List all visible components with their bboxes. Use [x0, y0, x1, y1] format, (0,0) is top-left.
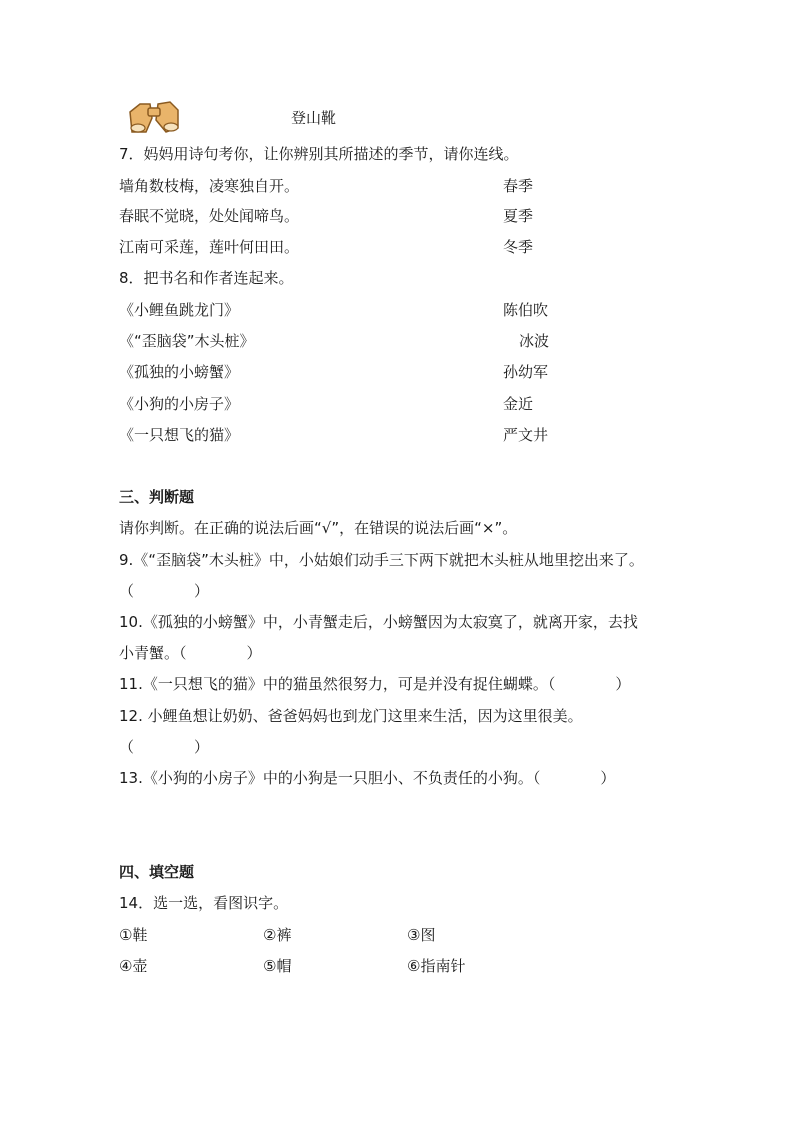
- q7-right-2: 夏季: [503, 207, 534, 225]
- q8-left-2: 《“歪脑袋”木头桩》: [119, 332, 255, 350]
- q12-text: 12. 小鲤鱼想让奶奶、爸爸妈妈也到龙门这里来生活，因为这里很美。: [119, 707, 583, 725]
- q9-answer-blank: （ ）: [119, 582, 210, 600]
- option-3: ③图: [407, 926, 436, 944]
- binoculars-icon: [124, 98, 182, 136]
- q12-answer-blank: （ ）: [119, 738, 210, 756]
- q10-text-cont: 小青蟹。（ ）: [119, 644, 262, 662]
- q8-right-5: 严文井: [503, 426, 549, 444]
- q7-left-1: 墙角数枝梅，凌寒独自开。: [119, 177, 300, 195]
- q8-left-5: 《一只想飞的猫》: [119, 426, 240, 444]
- q8-right-1: 陈伯吹: [503, 301, 549, 319]
- option-2: ②裤: [263, 926, 292, 944]
- section3-heading: 三、判断题: [119, 488, 195, 506]
- q8-right-2: 冰波: [519, 332, 550, 350]
- q14-prompt: 14．选一选，看图识字。: [119, 894, 289, 912]
- option-5: ⑤帽: [263, 957, 292, 975]
- q8-right-4: 金近: [503, 395, 534, 413]
- q11-text: 11.《一只想飞的猫》中的猫虽然很努力，可是并没有捉住蝴蝶。（ ）: [119, 675, 631, 693]
- q8-right-3: 孙幼军: [503, 363, 549, 381]
- q9-text: 9.《“歪脑袋”木头桩》中，小姑娘们动手三下两下就把木头桩从地里挖出来了。: [119, 551, 644, 569]
- q7-left-2: 春眠不觉晓，处处闻啼鸟。: [119, 207, 300, 225]
- q8-left-3: 《孤独的小螃蟹》: [119, 363, 240, 381]
- q10-text: 10.《孤独的小螃蟹》中，小青蟹走后，小螃蟹因为太寂寞了，就离开家，去找: [119, 613, 638, 631]
- q13-text: 13.《小狗的小房子》中的小狗是一只胆小、不负责任的小狗。（ ）: [119, 769, 616, 787]
- option-4: ④壶: [119, 957, 148, 975]
- q7-right-1: 春季: [503, 177, 534, 195]
- section4-heading: 四、填空题: [119, 863, 195, 881]
- q7-prompt: 7．妈妈用诗句考你，让你辨别其所描述的季节，请你连线。: [119, 145, 519, 163]
- section3-instruction: 请你判断。在正确的说法后画“√”，在错误的说法后画“×”。: [119, 519, 518, 537]
- top-item-label: 登山靴: [291, 109, 337, 127]
- q8-left-1: 《小鲤鱼跳龙门》: [119, 301, 240, 319]
- q7-left-3: 江南可采莲，莲叶何田田。: [119, 238, 300, 256]
- option-6: ⑥指南针: [407, 957, 466, 975]
- option-1: ①鞋: [119, 926, 148, 944]
- q8-prompt: 8．把书名和作者连起来。: [119, 269, 294, 287]
- q7-right-3: 冬季: [503, 238, 534, 256]
- q8-left-4: 《小狗的小房子》: [119, 395, 240, 413]
